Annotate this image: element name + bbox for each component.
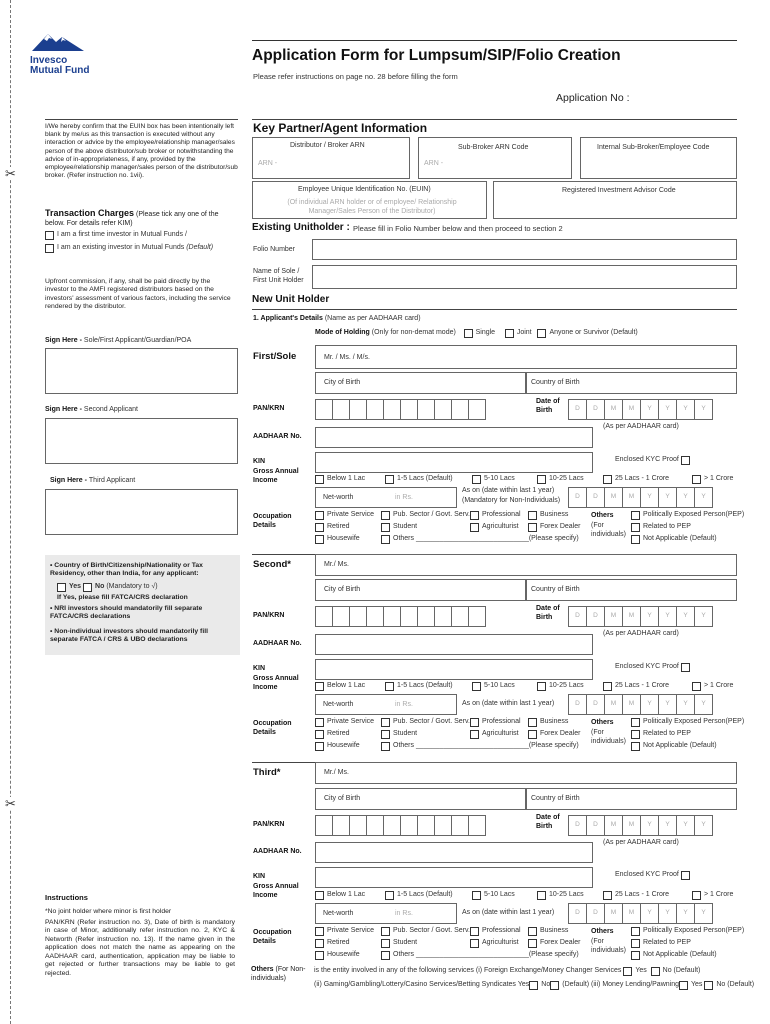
third-aadhaar-field[interactable] [315, 842, 593, 863]
header-rule [252, 40, 737, 41]
dob-label: Date of Birth [536, 398, 560, 414]
occ-label: Retired [327, 523, 350, 531]
for-individuals-label: (For individuals) [591, 938, 627, 954]
scissors-icon: ✂ [5, 166, 16, 181]
occ-label: Private Service [327, 511, 375, 519]
occupation-label: Occupation Details [253, 720, 292, 736]
second-networth-date-cells[interactable]: D D M M Y Y Y Y [568, 694, 712, 715]
name-prefix: Mr. / Ms. / M/s. [324, 354, 370, 361]
lending-no-checkbox[interactable] [704, 981, 713, 990]
first-networth-date-cells[interactable]: D D M M Y Y Y Y [568, 487, 712, 508]
occ-student-checkbox[interactable] [381, 939, 390, 948]
kyc-label: Enclosed KYC Proof [615, 663, 679, 671]
sub-broker-arn-label: Sub-Broker ARN Code [458, 144, 529, 151]
third-name-field[interactable] [315, 762, 737, 784]
income-1-5-checkbox[interactable] [385, 475, 394, 484]
page-subtitle: Please refer instructions on page no. 28 before filling the form [253, 72, 458, 81]
third-kyc-checkbox[interactable] [681, 871, 690, 880]
sign-first-label: Sole/First Applicant/Guardian/POA [83, 337, 192, 344]
occ-agriculturist-checkbox[interactable] [470, 730, 479, 739]
first-time-investor-label: I am a first time investor in Mutual Funds / [57, 231, 187, 239]
occ-label: Pub. Sector / Govt. Serv. [393, 927, 470, 935]
gross-income-label: Gross Annual Income [253, 883, 299, 899]
name-prefix: Mr./ Ms. [324, 561, 349, 568]
occ-label: Pub. Sector / Govt. Serv. [393, 511, 470, 519]
income-below-1-lac-checkbox[interactable] [315, 475, 324, 484]
non-individual-fatca-note: Non-individual investors should mandatorily fill separate FATCA / CRS & UBO declarations [50, 628, 208, 644]
income-option-label: 1-5 Lacs (Default) [397, 891, 453, 899]
no-default-label: No (Default) [716, 981, 755, 989]
single-label: Single [475, 329, 496, 337]
occ-others-label: Others _____________________________(Please specify) [393, 951, 579, 959]
occ-housewife-checkbox[interactable] [315, 535, 324, 544]
gross-income-label: Gross Annual Income [253, 468, 299, 484]
occ-business-checkbox[interactable] [528, 511, 537, 520]
related-pep-checkbox[interactable] [631, 523, 640, 532]
networth-label: Net-worth [323, 910, 354, 917]
kin-label: KIN [253, 665, 266, 672]
dob-note: (As per AADHAAR card) [603, 423, 679, 430]
income-25-1c-checkbox[interactable] [603, 475, 612, 484]
income-10-25-checkbox[interactable] [537, 682, 546, 691]
income-option-label: > 1 Crore [704, 682, 734, 690]
first-aadhaar-field[interactable] [315, 427, 593, 448]
dob-label: Date of Birth [536, 814, 560, 830]
third-pan-cells[interactable] [315, 815, 485, 836]
folio-number-field[interactable] [312, 239, 737, 260]
occ-others-checkbox[interactable] [381, 742, 390, 751]
occ-retired-checkbox[interactable] [315, 730, 324, 739]
occ-professional-checkbox[interactable] [470, 511, 479, 520]
related-pep-checkbox[interactable] [631, 939, 640, 948]
income-10-25-checkbox[interactable] [537, 891, 546, 900]
for-individuals-label: (For individuals) [591, 729, 627, 745]
first-holder-title: First/Sole [253, 351, 297, 362]
fatca-yes-label: Yes [69, 583, 82, 591]
others-individual-label: Others [591, 512, 614, 519]
income-option-label: 1-5 Lacs (Default) [397, 682, 453, 690]
section-rule [252, 309, 737, 310]
existing-investor-checkbox[interactable] [45, 244, 54, 253]
sole-holder-name-field[interactable] [312, 265, 737, 289]
pep-checkbox[interactable] [631, 718, 640, 727]
occ-student-checkbox[interactable] [381, 730, 390, 739]
occ-private-checkbox[interactable] [315, 927, 324, 936]
kin-label: KIN [253, 458, 266, 465]
occ-label: Business [540, 927, 569, 935]
occ-retired-checkbox[interactable] [315, 523, 324, 532]
related-pep-checkbox[interactable] [631, 730, 640, 739]
first-pan-cells[interactable] [315, 399, 485, 420]
gaming-yes-checkbox[interactable] [529, 981, 538, 990]
left-rule [45, 119, 238, 120]
pep-na-label: Not Applicable (Default) [643, 742, 717, 750]
fatca-no-checkbox[interactable] [83, 583, 92, 592]
ria-code-label: Registered Investment Advisor Code [562, 187, 676, 194]
income-option-label: Below 1 Lac [327, 475, 366, 483]
country-of-birth-label: Country of Birth [531, 586, 580, 593]
signature-first-box[interactable] [45, 348, 238, 394]
mode-note: (Only for non-demat mode) [371, 329, 456, 337]
second-name-field[interactable] [315, 554, 737, 576]
occ-forex-checkbox[interactable] [528, 730, 537, 739]
pep-na-checkbox[interactable] [631, 742, 640, 751]
yes-label: Yes [690, 981, 703, 989]
occ-housewife-checkbox[interactable] [315, 742, 324, 751]
occ-professional-checkbox[interactable] [470, 718, 479, 727]
occ-pub-sector-checkbox[interactable] [381, 927, 390, 936]
as-on-mandatory-label: (Mandatory for Non-Individuals) [462, 497, 561, 504]
income-gt-1c-checkbox[interactable] [692, 891, 701, 900]
networth-label: Net-worth [323, 494, 354, 501]
kyc-label: Enclosed KYC Proof [615, 456, 679, 464]
aadhaar-label: AADHAAR No. [253, 848, 302, 855]
occ-label: Agriculturist [482, 939, 519, 947]
mountain-logo-icon [30, 30, 86, 52]
section-rule [252, 119, 737, 120]
signature-third-box[interactable] [45, 489, 238, 535]
occ-label: Retired [327, 939, 350, 947]
as-on-label: As on (date within last 1 year) [462, 487, 555, 494]
aadhaar-label: AADHAAR No. [253, 640, 302, 647]
income-5-10-checkbox[interactable] [472, 682, 481, 691]
occ-retired-checkbox[interactable] [315, 939, 324, 948]
in-rs-label: in Rs. [395, 494, 413, 501]
second-pan-cells[interactable] [315, 606, 485, 627]
income-option-label: 25 Lacs - 1 Crore [615, 891, 670, 899]
occ-agriculturist-checkbox[interactable] [470, 523, 479, 532]
brand-subname: Mutual Fund [30, 65, 90, 77]
income-gt-1c-checkbox[interactable] [692, 682, 701, 691]
income-option-label: 10-25 Lacs [549, 891, 584, 899]
occ-professional-checkbox[interactable] [470, 927, 479, 936]
folio-number-label: Folio Number [253, 246, 296, 253]
forex-no-checkbox[interactable] [651, 967, 660, 976]
related-pep-label: Related to PEP [643, 939, 691, 947]
income-option-label: 25 Lacs - 1 Crore [615, 682, 670, 690]
distributor-arn-label: Distributor / Broker ARN [290, 142, 365, 149]
sole-holder-name-label: Name of Sole / First Unit Holder [253, 268, 304, 284]
default-label: (Default) [186, 244, 214, 252]
internal-code-label: Internal Sub-Broker/Employee Code [597, 144, 710, 151]
income-1-5-checkbox[interactable] [385, 682, 394, 691]
pep-checkbox[interactable] [631, 511, 640, 520]
occ-label: Student [393, 939, 418, 947]
income-option-label: 10-25 Lacs [549, 475, 584, 483]
first-kin-field[interactable] [315, 452, 593, 473]
default-label: (Default) [562, 981, 590, 989]
occupation-label: Occupation Details [253, 513, 292, 529]
gaming-no-checkbox[interactable] [550, 981, 559, 990]
yes-label: Yes [635, 967, 647, 975]
occ-business-checkbox[interactable] [528, 718, 537, 727]
others-q1: is the entity involved in any of the following services (i) Foreign Exchange/Money Changer Services [314, 967, 622, 975]
occ-label: Forex Dealer [540, 939, 581, 947]
income-option-label: 5-10 Lacs [484, 682, 515, 690]
pep-na-label: Not Applicable (Default) [643, 535, 717, 543]
occ-forex-checkbox[interactable] [528, 939, 537, 948]
country-of-birth-note: Country of Birth/Citizenship/Nationality or Tax Residency, other than India, for any applicant: [50, 562, 203, 578]
nri-fatca-note: NRI investors should mandatorily fill separate FATCA/CRS declarations [50, 605, 203, 621]
arn-prefix: ARN - [424, 160, 444, 167]
others-nonind-label: Others [251, 966, 274, 973]
occ-label: Retired [327, 730, 350, 738]
fatca-no-label: No [95, 583, 105, 591]
fatca-yes-checkbox[interactable] [57, 583, 66, 592]
single-checkbox[interactable] [464, 329, 473, 338]
occ-business-checkbox[interactable] [528, 927, 537, 936]
joint-checkbox[interactable] [505, 329, 514, 338]
occ-pub-sector-checkbox[interactable] [381, 511, 390, 520]
occ-label: Professional [482, 718, 521, 726]
occ-private-checkbox[interactable] [315, 511, 324, 520]
third-networth-date-cells[interactable]: D D M M Y Y Y Y [568, 903, 712, 924]
instructions-title: Instructions [45, 893, 88, 902]
second-kin-field[interactable] [315, 659, 593, 680]
as-on-label: As on (date within last 1 year) [462, 700, 555, 707]
occ-label: Student [393, 523, 418, 531]
page-title: Application Form for Lumpsum/SIP/Folio Creation [252, 47, 621, 64]
sign-third-label: Third Applicant [88, 477, 136, 484]
occ-forex-checkbox[interactable] [528, 523, 537, 532]
occ-student-checkbox[interactable] [381, 523, 390, 532]
signature-second-box[interactable] [45, 418, 238, 464]
occ-private-checkbox[interactable] [315, 718, 324, 727]
networth-label: Net-worth [323, 701, 354, 708]
others-nonind-note: (For Non-individuals) [251, 966, 306, 982]
perforation-line [10, 0, 11, 1024]
euin-declaration: I/We hereby confirm that the EUIN box has been intentionally left blank by me/us as this transaction is executed without any interaction or advice by the employee/relationship manager/sales person of the above distributor/sub broker or notwithstanding the advice of in-appropriateness, if any, provided by the employee/relationship manager/sales person of the distributor/sub broker. (Refer instruction no. 1vii). [45, 123, 238, 180]
transaction-charges-title: Transaction Charges [45, 208, 135, 218]
income-option-label: Below 1 Lac [327, 891, 366, 899]
pep-label: Politically Exposed Person(PEP) [643, 927, 745, 935]
income-option-label: 5-10 Lacs [484, 891, 515, 899]
no-default-label: No (Default) [662, 967, 701, 975]
gross-income-label: Gross Annual Income [253, 675, 299, 691]
income-option-label: 10-25 Lacs [549, 682, 584, 690]
occ-label: Forex Dealer [540, 730, 581, 738]
existing-unitholder-note: Please fill in Folio Number below and then proceed to section 2 [353, 224, 563, 233]
dob-note: (As per AADHAAR card) [603, 630, 679, 637]
occ-agriculturist-checkbox[interactable] [470, 939, 479, 948]
income-5-10-checkbox[interactable] [472, 475, 481, 484]
country-of-birth-label: Country of Birth [531, 379, 580, 386]
applicant-details-label: 1. Applicant's Details [253, 315, 323, 322]
application-number-label: Application No : [556, 92, 630, 104]
income-option-label: > 1 Crore [704, 891, 734, 899]
income-25-1c-checkbox[interactable] [603, 682, 612, 691]
pep-label: Politically Exposed Person(PEP) [643, 511, 745, 519]
city-of-birth-label: City of Birth [324, 795, 361, 802]
pep-na-checkbox[interactable] [631, 535, 640, 544]
occ-label: Agriculturist [482, 730, 519, 738]
related-pep-label: Related to PEP [643, 523, 691, 531]
others-individual-label: Others [591, 719, 614, 726]
third-kin-field[interactable] [315, 867, 593, 888]
occ-label: Housewife [327, 742, 360, 750]
income-5-10-checkbox[interactable] [472, 891, 481, 900]
sign-here-label: Sign Here - [50, 477, 87, 484]
dob-label: Date of Birth [536, 605, 560, 621]
new-unit-holder-title: New Unit Holder [252, 294, 330, 305]
aadhaar-name-note: (Name as per AADHAAR card) [324, 315, 421, 322]
pep-na-label: Not Applicable (Default) [643, 951, 717, 959]
transaction-charges-note: (Please tick any one of the below. For details refer KIM) [45, 211, 219, 227]
lending-yes-checkbox[interactable] [679, 981, 688, 990]
mandatory-tick-note: (Mandatory to √) [106, 583, 158, 591]
mode-of-holding-label: Mode of Holding [315, 329, 370, 337]
second-kyc-checkbox[interactable] [681, 663, 690, 672]
instructions-text: PAN/KRN (Refer instruction no. 3), Date of birth is mandatory in case of Minor, additionally refer instruction no. 2, KYC & Networth (Refer instruction no. 13). If the name given in the application does not match the name as appearing on the AADHAAR card, authentication, application may be liable to get rejected or further transactions may be liable to get rejected. [45, 919, 235, 977]
occ-label: Professional [482, 511, 521, 519]
in-rs-label: in Rs. [395, 910, 413, 917]
occ-label: Student [393, 730, 418, 738]
scissors-icon: ✂ [5, 796, 16, 811]
third-holder-title: Third* [253, 767, 281, 778]
pep-checkbox[interactable] [631, 927, 640, 936]
first-dob-cells[interactable]: D D M M Y Y Y Y [568, 399, 712, 420]
in-rs-label: in Rs. [395, 701, 413, 708]
sign-here-label: Sign Here - [45, 337, 82, 344]
occ-pub-sector-checkbox[interactable] [381, 718, 390, 727]
existing-unitholder-title: Existing Unitholder : [252, 222, 350, 233]
fatca-if-yes-note: If Yes, please fill FATCA/CRS declaration [57, 594, 188, 601]
occ-label: Private Service [327, 927, 375, 935]
second-aadhaar-field[interactable] [315, 634, 593, 655]
occ-label: Professional [482, 927, 521, 935]
income-option-label: 1-5 Lacs (Default) [397, 475, 453, 483]
yes-label: Yes [517, 981, 530, 989]
upfront-commission-note: Upfront commission, if any, shall be paid directly by the investor to the AMFI registered distributors based on the investors' assessment of various factors, including the service rendered by the distributor. [45, 278, 231, 311]
instructions-minor-note: *No joint holder where minor is first holder [45, 908, 172, 915]
first-time-investor-checkbox[interactable] [45, 231, 54, 240]
occ-others-checkbox[interactable] [381, 535, 390, 544]
income-option-label: > 1 Crore [704, 475, 734, 483]
occ-label: Private Service [327, 718, 375, 726]
city-of-birth-label: City of Birth [324, 586, 361, 593]
kin-label: KIN [253, 873, 266, 880]
anyone-survivor-checkbox[interactable] [537, 329, 546, 338]
occupation-label: Occupation Details [253, 929, 292, 945]
no-label: No [541, 981, 551, 989]
income-below-1-lac-checkbox[interactable] [315, 682, 324, 691]
income-10-25-checkbox[interactable] [537, 475, 546, 484]
income-1-5-checkbox[interactable] [385, 891, 394, 900]
pep-na-checkbox[interactable] [631, 951, 640, 960]
income-option-label: Below 1 Lac [327, 682, 366, 690]
pan-label: PAN/KRN [253, 612, 285, 619]
as-on-label: As on (date within last 1 year) [462, 909, 555, 916]
first-kyc-checkbox[interactable] [681, 456, 690, 465]
second-holder-title: Second* [253, 559, 292, 570]
euin-label: Employee Unique Identification No. (EUIN) [298, 186, 431, 193]
invesco-logo [30, 30, 120, 77]
aadhaar-label: AADHAAR No. [253, 433, 302, 440]
others-q2: (ii) Gaming/Gambling/Lottery/Casino Services/Betting Syndicates [314, 981, 516, 989]
pan-label: PAN/KRN [253, 405, 285, 412]
income-option-label: 5-10 Lacs [484, 475, 515, 483]
country-of-birth-label: Country of Birth [531, 795, 580, 802]
kyc-label: Enclosed KYC Proof [615, 871, 679, 879]
occ-others-label: Others _____________________________(Please specify) [393, 742, 579, 750]
occ-others-label: Others _____________________________(Please specify) [393, 535, 579, 543]
joint-label: Joint [516, 329, 532, 337]
sign-second-label: Second Applicant [83, 406, 139, 413]
occ-label: Forex Dealer [540, 523, 581, 531]
occ-label: Pub. Sector / Govt. Serv. [393, 718, 470, 726]
occ-others-checkbox[interactable] [381, 951, 390, 960]
pan-label: PAN/KRN [253, 821, 285, 828]
occ-label: Business [540, 511, 569, 519]
pep-label: Politically Exposed Person(PEP) [643, 718, 745, 726]
occ-label: Business [540, 718, 569, 726]
occ-housewife-checkbox[interactable] [315, 951, 324, 960]
arn-prefix: ARN - [258, 160, 278, 167]
key-partner-title: Key Partner/Agent Information [253, 121, 428, 135]
first-name-field[interactable] [315, 345, 737, 369]
existing-investor-label: I am an existing investor in Mutual Funds [57, 244, 185, 252]
city-of-birth-label: City of Birth [324, 379, 361, 386]
sign-here-label: Sign Here - [45, 406, 82, 413]
income-below-1-lac-checkbox[interactable] [315, 891, 324, 900]
dob-note: (As per AADHAAR card) [603, 839, 679, 846]
others-q3: (iii) Money Lending/Pawning [591, 981, 679, 989]
occ-label: Housewife [327, 535, 360, 543]
name-prefix: Mr./ Ms. [324, 769, 349, 776]
income-option-label: 25 Lacs - 1 Crore [615, 475, 670, 483]
related-pep-label: Related to PEP [643, 730, 691, 738]
second-dob-cells[interactable]: D D M M Y Y Y Y [568, 606, 712, 627]
occ-label: Housewife [327, 951, 360, 959]
occ-label: Agriculturist [482, 523, 519, 531]
brand-name: Invesco [30, 54, 68, 66]
anyone-survivor-label: Anyone or Survivor (Default) [549, 329, 638, 337]
third-dob-cells[interactable]: D D M M Y Y Y Y [568, 815, 712, 836]
income-gt-1c-checkbox[interactable] [692, 475, 701, 484]
income-25-1c-checkbox[interactable] [603, 891, 612, 900]
others-individual-label: Others [591, 928, 614, 935]
euin-note: (Of individual ARN holder or of employee/ Relationship Manager/Sales Person of the Distributor) [287, 199, 457, 215]
forex-yes-checkbox[interactable] [623, 967, 632, 976]
for-individuals-label: (For individuals) [591, 522, 627, 538]
